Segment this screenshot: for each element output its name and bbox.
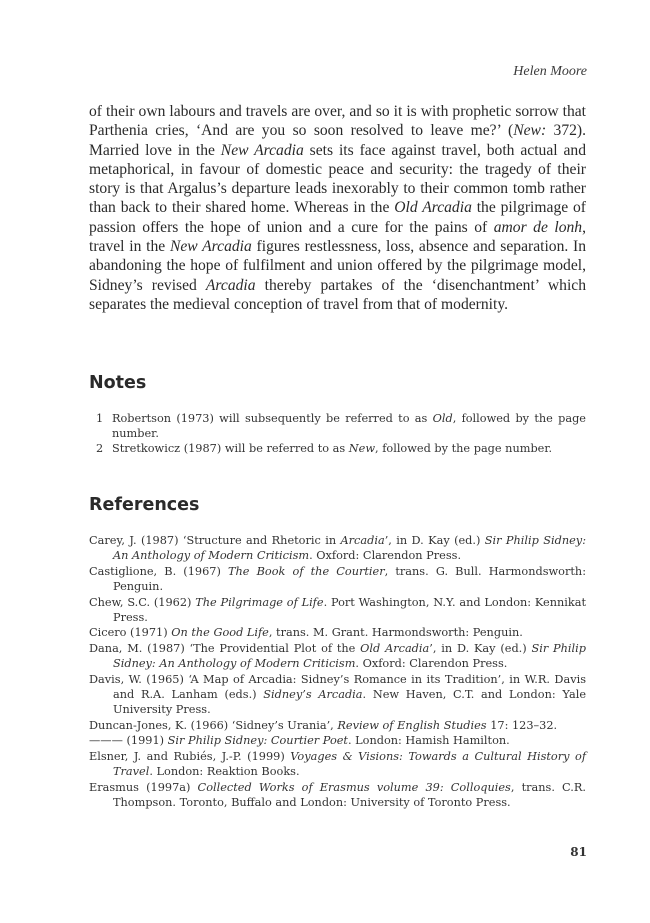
text-run: the pilgrimage of passion offers the hope of union and a cure for the pains of <box>89 199 586 236</box>
reference-entry <box>89 672 586 718</box>
text-run: . Oxford: Clarendon Press. <box>355 657 508 671</box>
note-item <box>89 442 586 457</box>
notes-heading: Notes <box>89 373 147 393</box>
reference-entry <box>89 625 586 640</box>
text-run: Cicero (1971) <box>89 626 172 640</box>
italic-text: Arcadia <box>340 534 385 547</box>
italic-text: Voyages & Visions: Towards a Cultural History of Travel <box>113 749 587 779</box>
text-run: ’, in D. Kay (ed.) <box>384 534 485 547</box>
page-number: 81 <box>570 845 587 859</box>
reference-entry <box>89 564 586 595</box>
italic-text: New: <box>513 122 547 140</box>
text-run: of their own labours and travels are over, and so it is with prophetic sorrow that Parthenia cries, ‘And are you so soon resolved to leave me?’ ( <box>89 103 586 140</box>
text-run: ’, in D. Kay (ed.) <box>429 641 532 655</box>
reference-entry <box>89 641 586 672</box>
text-run: Erasmus (1997a) <box>89 780 198 794</box>
text-run: Elsner, J. and Rubiés, J.-P. (1999) <box>89 749 291 763</box>
text-run: . London: Hamish Hamilton. <box>347 734 510 748</box>
note-item <box>89 412 586 442</box>
text-run: Carey, J. (1987) ‘Structure and Rhetoric in <box>89 534 341 547</box>
reference-entry <box>89 533 586 564</box>
text-run: figures restlessness, loss, absence and separation. In abandoning the hope of fulfilment and union offered by the pilgrimage model, Sidney’s revised <box>89 238 587 294</box>
text-run: , trans. M. Grant. Harmondsworth: Penguin. <box>268 626 523 640</box>
italic-text: amor de lonh <box>493 218 583 236</box>
text-run: . Oxford: Clarendon Press. <box>309 549 462 563</box>
text-run: sets its face against travel, both actual and metaphorical, in favour of domestic peace and security: the tragedy of their story is that Argalus’s departure leads inexorably to their common tomb rather than back to their shared home. Whereas in the <box>89 141 586 217</box>
text-run: , trans. C.R. Thompson. Toronto, Buffalo and London: University of Toronto Press. <box>113 780 586 809</box>
text-run: thereby partakes of the ‘disenchantment’ which separates the medieval conception of travel from that of modernity. <box>89 276 586 313</box>
note-number: 2 <box>96 441 104 455</box>
italic-text: Arcadia <box>205 276 256 294</box>
italic-text: Review of English Studies <box>337 718 487 732</box>
text-run: Castiglione, B. (1967) <box>89 564 228 578</box>
italic-text: On the Good Life <box>171 626 269 640</box>
text-run: Stretkowicz (1987) will be referred to as <box>112 441 349 455</box>
italic-text: Collected Works of Erasmus volume 39: Colloquies <box>197 780 511 794</box>
text-run: Robertson (1973) will subsequently be referred to as <box>112 412 433 425</box>
italic-text: Old Arcadia <box>360 641 430 655</box>
italic-text: The Book of the Courtier <box>228 564 385 578</box>
text-run: , travel in the <box>89 218 586 256</box>
italic-text: Sir Philip Sidney: An Anthology of Modern Criticism <box>113 641 586 671</box>
italic-text: Old Arcadia <box>394 199 472 217</box>
text-run: Chew, S.C. (1962) <box>89 595 196 609</box>
italic-text: Old <box>432 412 453 425</box>
text-run: ——— (1991) <box>89 734 168 748</box>
text-run: Davis, W. (1965) ‘A Map of Arcadia: Sidney’s Romance in its Tradition’, in W.R. Davis and R.A. Lanham (eds.) <box>89 672 586 702</box>
text-run: Duncan-Jones, K. (1966) ‘Sidney’s Urania’, <box>89 718 338 732</box>
text-run: Dana, M. (1987) ‘The Providential Plot of the <box>89 641 361 655</box>
italic-text: Sir Philip Sidney: An Anthology of Modern Criticism <box>113 534 586 563</box>
note-number: 1 <box>96 412 104 425</box>
reference-entry <box>89 780 586 811</box>
italic-text: New <box>348 441 376 455</box>
text-run: , followed by the page number. <box>112 412 586 440</box>
italic-text: New Arcadia <box>169 238 252 256</box>
text-run: . London: Reaktion Books. <box>149 765 300 779</box>
text-run: 372). Married love in the <box>89 122 586 159</box>
italic-text: The Pilgrimage of Life <box>195 595 324 609</box>
italic-text: New Arcadia <box>220 141 304 159</box>
references-heading: References <box>89 495 200 515</box>
text-run: , followed by the page number. <box>375 441 553 455</box>
notes-list <box>89 412 586 456</box>
references-list <box>89 533 586 810</box>
reference-entry <box>89 749 586 780</box>
text-run: , trans. G. Bull. Harmondsworth: Penguin. <box>113 564 586 594</box>
text-run: . New Haven, C.T. and London: Yale University Press. <box>113 688 586 717</box>
italic-text: Sidney’s Arcadia <box>263 688 363 702</box>
reference-entry <box>89 595 586 626</box>
body-paragraph <box>89 102 586 314</box>
text-run: . Port Washington, N.Y. and London: Kennikat Press. <box>113 595 586 625</box>
reference-entry <box>89 733 586 748</box>
text-run: 17: 123–32. <box>486 718 558 732</box>
reference-entry <box>89 718 586 733</box>
running-head: Helen Moore <box>513 64 587 79</box>
italic-text: Sir Philip Sidney: Courtier Poet <box>167 734 348 748</box>
